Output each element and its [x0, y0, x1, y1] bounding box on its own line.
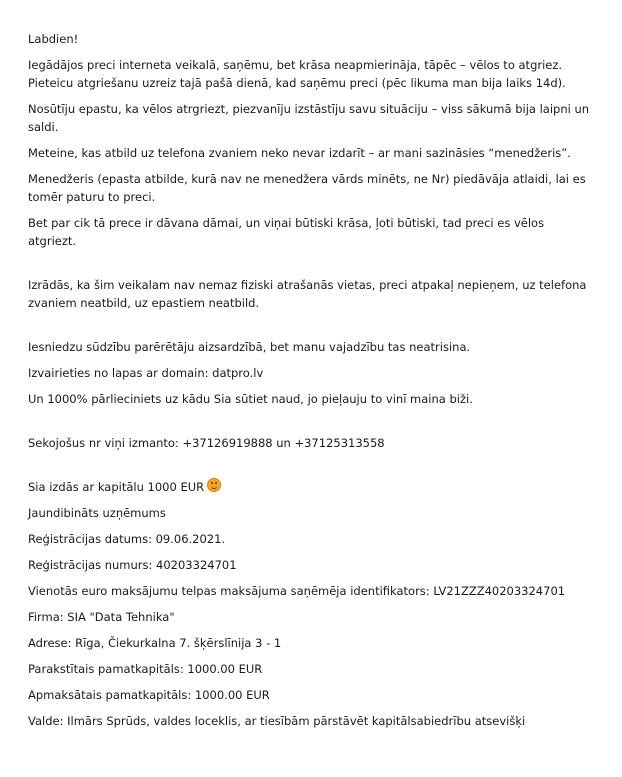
smiling-face-icon	[207, 478, 221, 492]
paragraph-email: Nosūtīju epastu, ka vēlos atrgriezt, piezvanīju izstāstīju savu situāciju – viss sākumā bija laipni un saldi.	[28, 102, 590, 134]
company-paid-capital: Apmaksātais pamatkapitāls: 1000.00 EUR	[28, 688, 270, 702]
document-body	[28, 30, 594, 738]
paragraph-gift: Bet par cik tā prece ir dāvana dāmai, un viņai būtiski krāsa, ļoti būtiski, tad preci es vēlos atgriezt.	[28, 216, 545, 248]
paragraph-phone-numbers: Sekojošus nr viņi izmanto: +37126919888 un +37125313558	[28, 436, 385, 450]
paragraph-domain: Izvairieties no lapas ar domain: datpro.lv	[28, 366, 264, 380]
company-address: Adrese: Rīga, Čiekurkalna 7. šķērslīnija 3 - 1	[28, 636, 282, 650]
company-registered-capital: Parakstītais pamatkapitāls: 1000.00 EUR	[28, 662, 263, 676]
spacer	[28, 460, 594, 478]
capital-text: Sia izdās ar kapitālu 1000 EUR	[28, 480, 205, 494]
paragraph-no-location: Izrādās, ka šim veikalam nav nemaz fiziski atrašanās vietas, preci atpakaļ nepieņem, uz telefona zvaniem neatbild, uz epastiem neatbild.	[28, 278, 587, 310]
greeting: Labdien!	[28, 32, 79, 46]
spacer	[28, 416, 594, 434]
paragraph-complaint: Iesniedzu sūdzību parērētāju aizsardzībā, bet manu vajadzību tas neatrisina.	[28, 340, 471, 354]
spacer	[28, 258, 594, 276]
company-firm: Firma: SIA "Data Tehnika"	[28, 610, 175, 624]
paragraph-capital	[28, 478, 594, 496]
paragraph-phone: Meteine, kas atbild uz telefona zvaniem neko nevar izdarīt – ar mani sazināsies “menedžeris”.	[28, 146, 571, 160]
company-sepa-id: Vienotās euro maksājumu telpas maksājuma saņēmēja identifikators: LV21ZZZ40203324701	[28, 584, 566, 598]
spacer	[28, 320, 594, 338]
paragraph-purchase: Iegādājos preci interneta veikalā, saņēmu, bet krāsa neapmierināja, tāpēc – vēlos to atgriez. Pieteicu atgriešanu uzreiz tajā pašā dienā, kad saņēmu preci (pēc likuma man bija laiks 14d).	[28, 58, 566, 90]
paragraph-warning: Un 1000% pārlieciniets uz kādu Sia sūtiet naud, jo pieļauju to vinī maina biži.	[28, 392, 473, 406]
company-reg-number: Reģistrācijas numurs: 40203324701	[28, 558, 237, 572]
paragraph-manager: Menedžeris (epasta atbilde, kurā nav ne menedžera vārds minēts, ne Nr) piedāvāja atlaidi, lai es tomēr paturu to preci.	[28, 172, 586, 204]
company-reg-date: Reģistrācijas datums: 09.06.2021.	[28, 532, 226, 546]
company-board: Valde: Ilmārs Sprūds, valdes loceklis, ar tiesībām pārstāvēt kapitālsabiedrību atsevišķi	[28, 714, 526, 728]
company-type: Jaundibināts uzņēmums	[28, 506, 166, 520]
